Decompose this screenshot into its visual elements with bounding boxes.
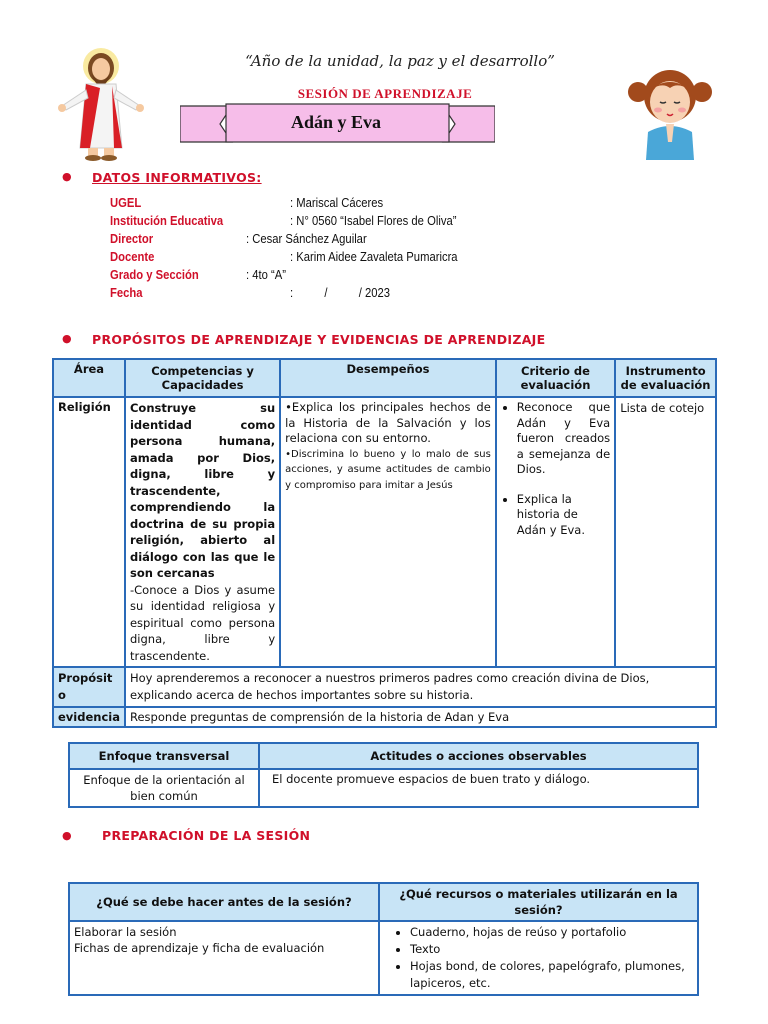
desempenos-cell — [280, 397, 496, 667]
criterio-item: • Explica la historia de Adán y Eva. — [517, 492, 610, 539]
proposito-label: Propósito — [53, 667, 125, 707]
info-value: : 4to “A” — [246, 268, 287, 282]
recurso-item: • Cuaderno, hojas de reúso y portafolio — [410, 924, 693, 941]
proposito-text: Hoy aprenderemos a reconocer a nuestros primeros padres como creación divina de Dios, explicando acerca de hechos importantes sobre su historia. — [125, 667, 716, 707]
bullet-icon: ● — [62, 170, 72, 183]
institutional-motto: “Año de la unidad, la paz y el desarrollo” — [245, 52, 555, 70]
col-header-recursos: ¿Qué recursos o materiales utilizarán en la sesión? — [379, 883, 698, 921]
recurso-item: • Hojas bond, de colores, papelógrafo, plumones, lapiceros, etc. — [410, 958, 693, 992]
session-label: SESIÓN DE APRENDIZAJE — [297, 86, 473, 101]
antes-item: Elaborar la sesión — [74, 925, 177, 939]
bullet-icon: ● — [62, 332, 72, 345]
info-value: : / / 2023 — [290, 286, 391, 300]
evidencia-label: evidencia — [53, 707, 125, 727]
competencia-text: Construye su identidad como persona humana, amada por Dios, digna, libre y trascendente, comprendiendo la doctrina de su propia religión, abierto al diálogo con las que le son cercanas — [129, 401, 276, 580]
section-heading-propositos: PROPÓSITOS DE APRENDIZAJE Y EVIDENCIAS DE APRENDIZAJE — [92, 332, 546, 347]
actitud-cell: El docente promueve espacios de buen trato y diálogo. — [259, 769, 698, 807]
col-header-actitudes: Actitudes o acciones observables — [259, 743, 698, 769]
desempeno-item: •Discrimina lo bueno y lo malo de sus acciones, y asume actitudes de cambio y compromiso para imitar a Jesús — [285, 448, 491, 491]
bullet-icon: ● — [62, 829, 72, 842]
col-header-instrumento: Instrumento de evaluación — [615, 359, 716, 397]
criterio-cell — [496, 397, 615, 667]
praying-girl-illustration — [628, 62, 712, 160]
info-label: Director — [110, 232, 154, 246]
section-heading-datos: DATOS INFORMATIVOS: — [92, 170, 262, 185]
info-label: Grado y Sección — [110, 268, 199, 282]
propositos-table — [52, 358, 717, 728]
criterio-item: • Reconoce que Adán y Eva fueron creados a semejanza de Dios. — [517, 400, 610, 478]
col-header-area: Área — [53, 359, 125, 397]
instrumento-cell: Lista de cotejo — [615, 397, 716, 667]
competencias-cell — [125, 397, 280, 667]
evidencia-text: Responde preguntas de comprensión de la historia de Adan y Eva — [125, 707, 716, 727]
info-label: UGEL — [110, 196, 142, 210]
col-header-criterio: Criterio de evaluación — [496, 359, 615, 397]
recursos-cell — [379, 921, 698, 995]
info-value: : Mariscal Cáceres — [290, 196, 384, 210]
info-label: Docente — [110, 250, 155, 264]
col-header-competencias: Competencias y Capacidades — [125, 359, 280, 397]
preparacion-table — [68, 882, 699, 996]
antes-cell — [69, 921, 379, 995]
info-label: Fecha — [110, 286, 143, 300]
area-cell: Religión — [53, 397, 125, 667]
info-value: : Karim Aidee Zavaleta Pumaricra — [290, 250, 458, 264]
capacidad-text: -Conoce a Dios y asume su identidad religiosa y espiritual como persona digna, libre y trascendente. — [129, 582, 276, 663]
enfoque-cell: Enfoque de la orientación al bien común — [69, 769, 259, 807]
desempeno-item: •Explica los principales hechos de la Historia de la Salvación y los relaciona con su entorno. — [285, 400, 491, 445]
col-header-desempenos: Desempeños — [280, 359, 496, 397]
antes-item: Fichas de aprendizaje y ficha de evaluación — [74, 941, 325, 955]
col-header-enfoque: Enfoque transversal — [69, 743, 259, 769]
col-header-antes: ¿Qué se debe hacer antes de la sesión? — [69, 883, 379, 921]
recurso-item: • Texto — [410, 941, 693, 958]
info-value: : Cesar Sánchez Aguilar — [246, 232, 367, 246]
jesus-illustration — [56, 44, 146, 166]
page-title: Adán y Eva — [290, 112, 382, 132]
section-heading-preparacion: PREPARACIÓN DE LA SESIÓN — [102, 828, 311, 843]
info-label: Institución Educativa — [110, 214, 224, 228]
info-value: : N° 0560 “Isabel Flores de Oliva” — [290, 214, 457, 228]
enfoque-table — [68, 742, 699, 808]
